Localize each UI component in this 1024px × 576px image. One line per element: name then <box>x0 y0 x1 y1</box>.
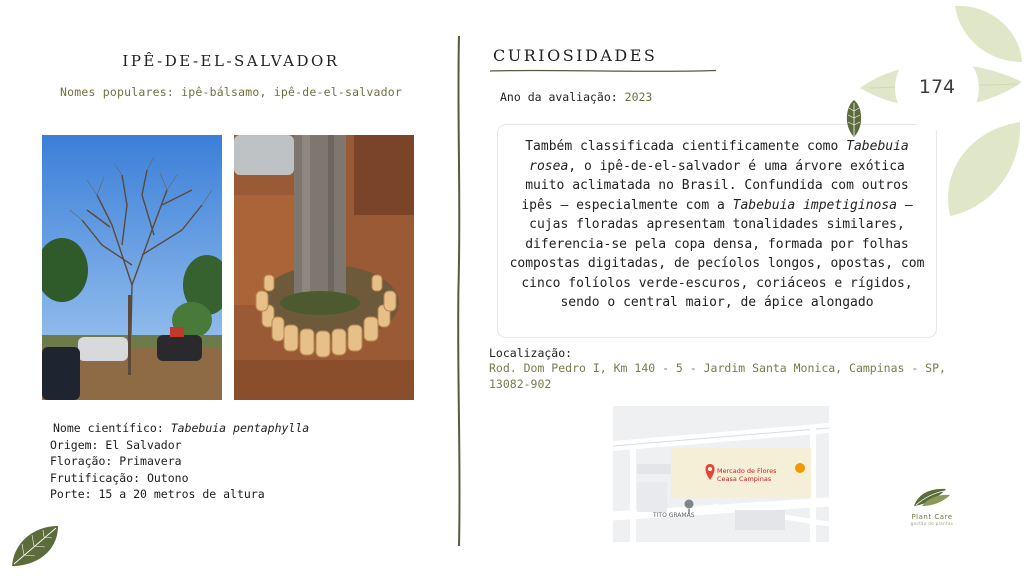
fact-scientific-name: Nome científico: Tabebuia pentaphylla <box>53 421 310 435</box>
evaluation-year: Ano da avaliação: 2023 <box>500 90 653 104</box>
map-poi-label: TITO GRAMAS <box>653 512 695 519</box>
brand-logo <box>900 486 964 526</box>
curiosities-title: CURIOSIDADES <box>493 46 658 65</box>
species-facts <box>50 420 309 503</box>
map-place-label-1: Mercado de Flores <box>717 467 777 475</box>
popular-names <box>60 85 402 99</box>
vertical-divider <box>455 36 463 546</box>
location-label: Localização: <box>489 346 573 360</box>
fact-origin: Origem: El Salvador <box>50 437 182 452</box>
fact-fruiting: Frutificação: Outono <box>50 470 189 485</box>
curiosities-text-box: Também classificada cientificamente como Tabebuia rosea, o ipê-de-el-salvador é uma árvore exótica muito aclimatada no Brasil. Confundida com outros ipês – especialmente com a Tabebuia impetiginosa – cujas floradas apresentam tonalidades similares, diferencia-se pela copa densa, formada por folhas compostas digitadas, de pecíolos longos, opostas, com cinco folíolos verde-escuros, coriáceos e rígidos, sendo o central maior, de ápice alongado <box>497 124 937 338</box>
page-number: 174 <box>918 76 956 98</box>
location-map[interactable] <box>613 406 829 542</box>
trunk-photo <box>234 135 414 400</box>
location-address: Rod. Dom Pedro I, Km 140 - 5 - Jardim Santa Monica, Campinas - SP, 13082-902 <box>489 361 946 391</box>
popular-names-value: ipê-bálsamo, ipê-de-el-salvador <box>181 85 402 99</box>
tree-photo <box>42 135 222 400</box>
leaf-icon <box>843 99 865 139</box>
brand-logo-icon <box>910 486 954 508</box>
leaf-corner-icon <box>8 522 62 570</box>
fact-flowering: Floração: Primavera <box>50 454 182 468</box>
page-title: IPÊ-DE-EL-SALVADOR <box>122 52 340 70</box>
title-underline <box>490 68 716 74</box>
decorative-leaves <box>860 0 1024 224</box>
brand-name: Plant Care <box>911 513 953 521</box>
fact-size: Porte: 15 a 20 metros de altura <box>50 487 265 501</box>
popular-names-label: Nomes populares: <box>60 85 174 99</box>
brand-tagline: gestão de plantas <box>910 521 954 526</box>
map-place-label-2: Ceasa Campinas <box>717 475 772 483</box>
